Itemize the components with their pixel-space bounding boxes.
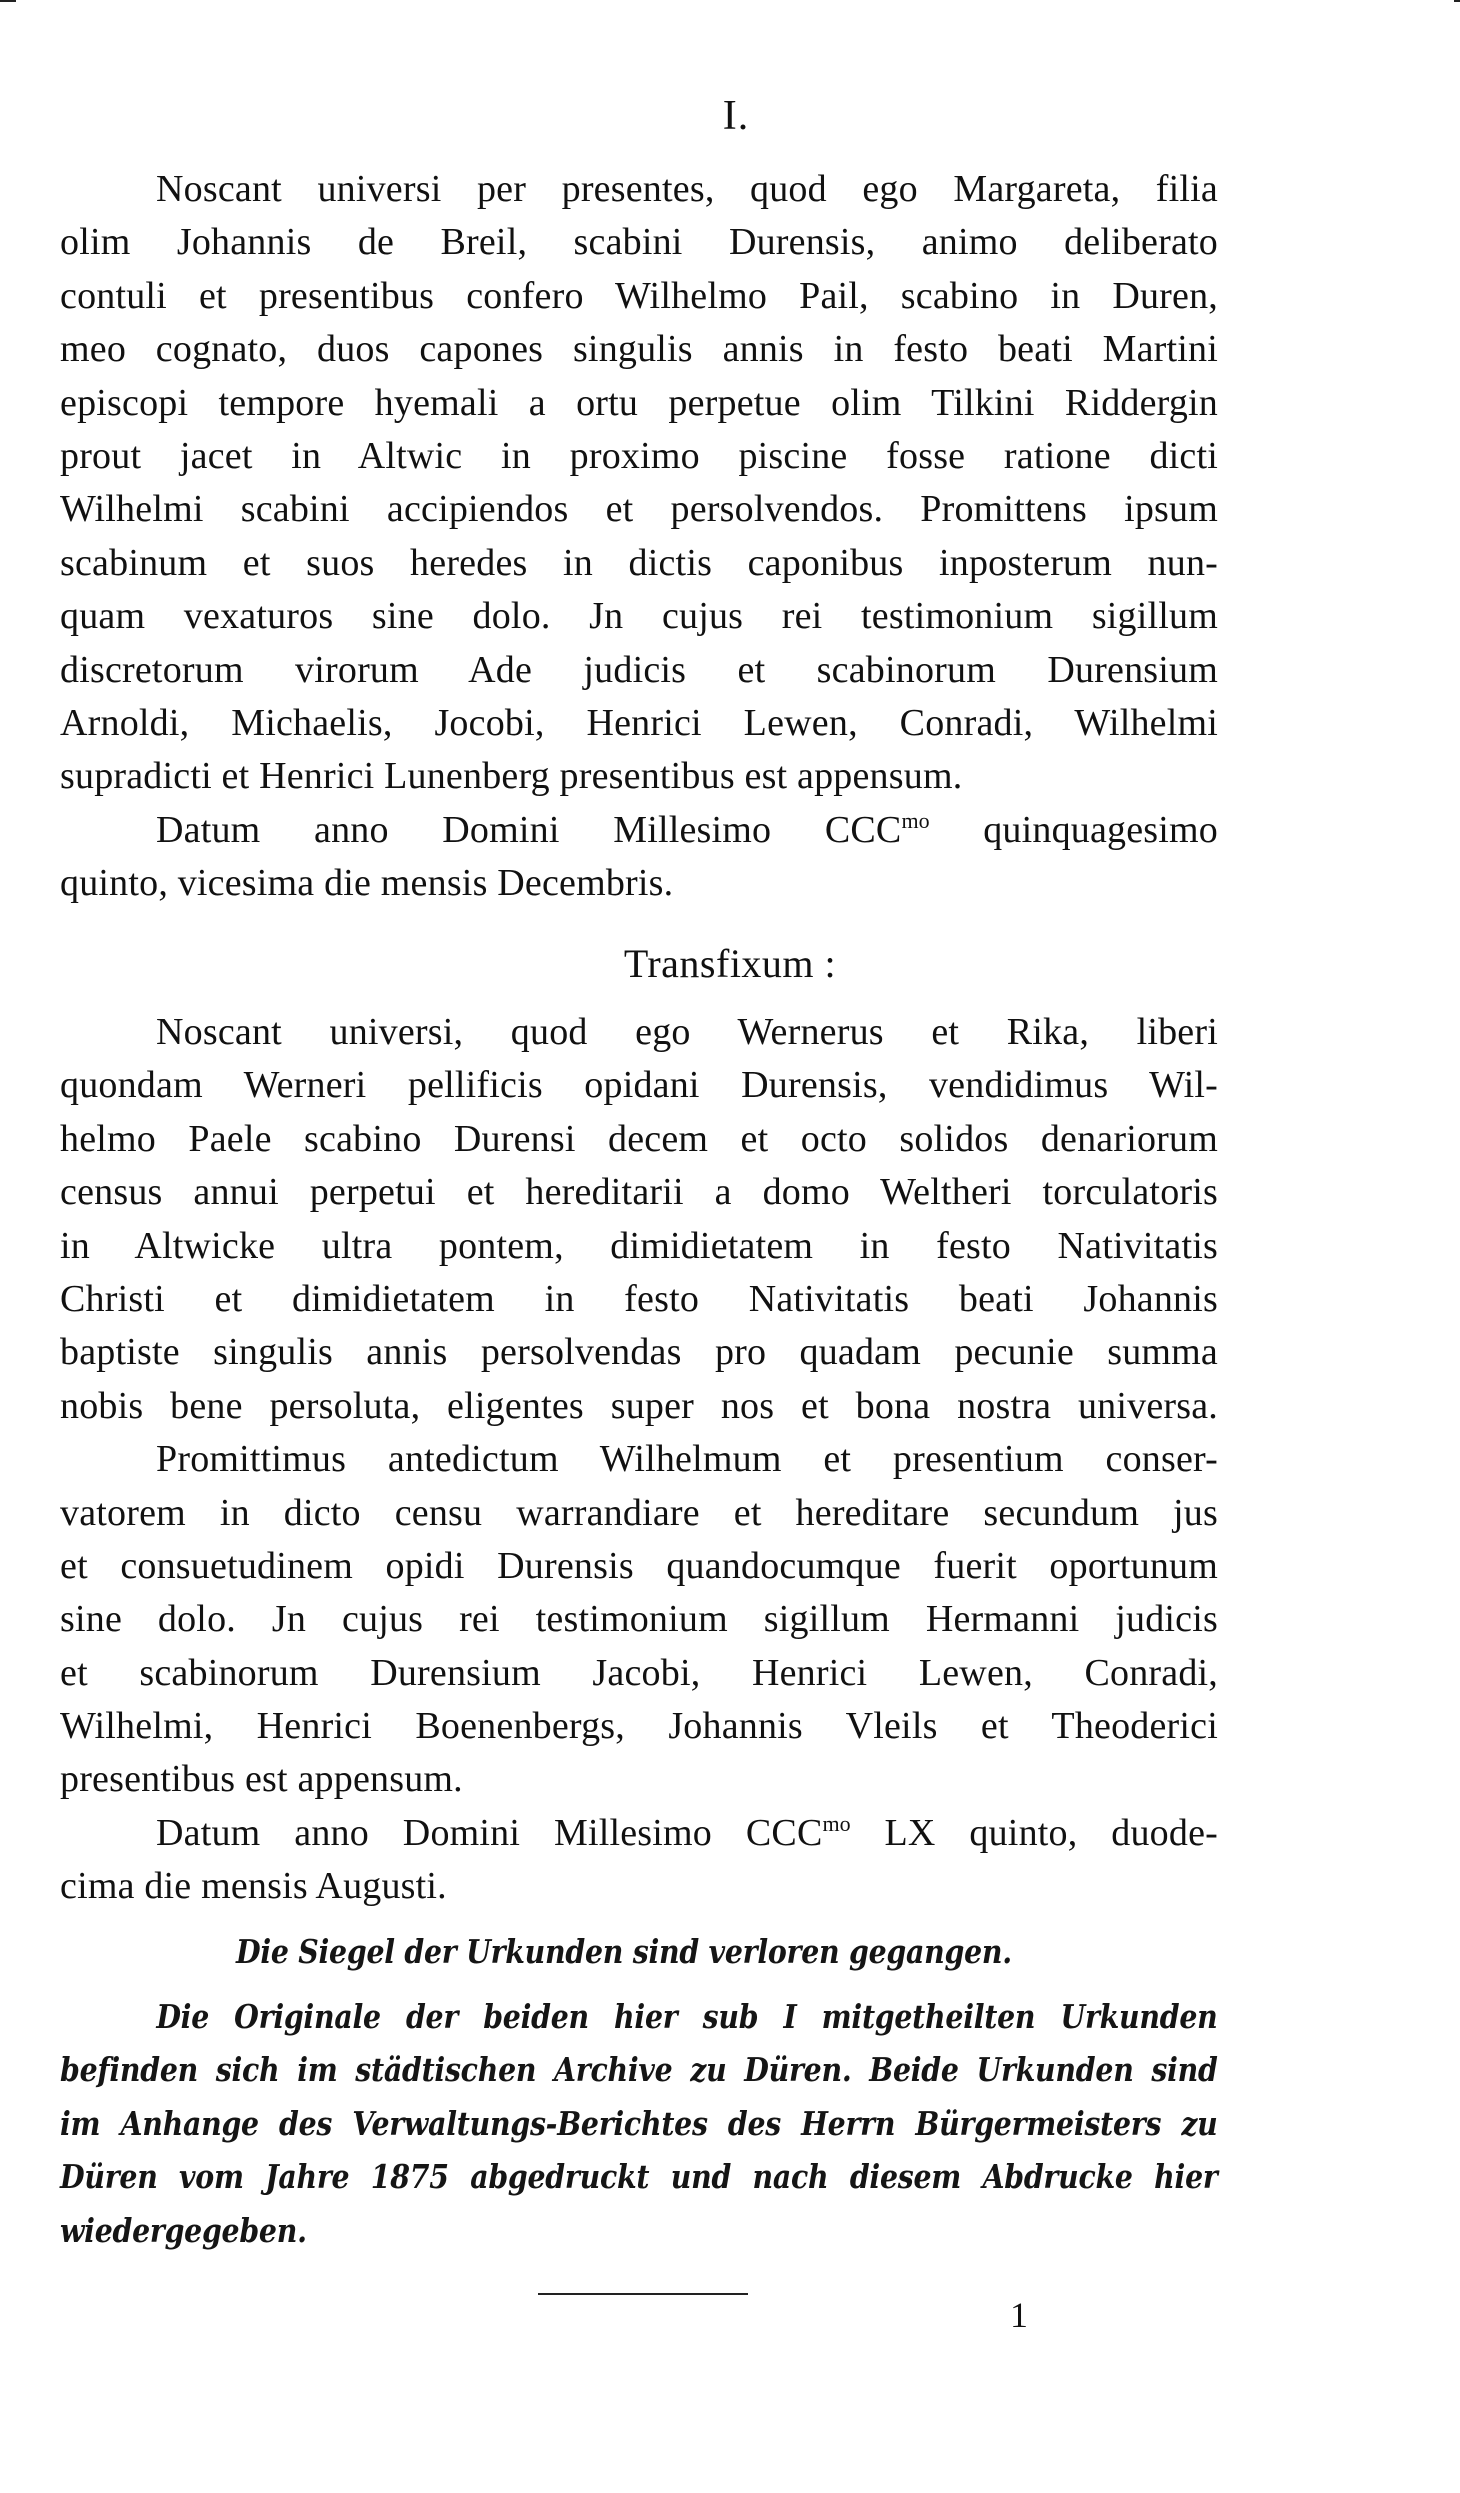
seal-note (236, 1925, 1232, 1978)
date-line: quinto, vicesima die mensis Decembris. (60, 862, 674, 905)
text-line: discretorum virorum Ade judicis et scabinorum Durensium (60, 648, 1218, 691)
date-text: Datum anno Domini Millesimo CCC (156, 1811, 823, 1854)
text-line: presentibus est appensum. (60, 1758, 463, 1801)
archive-note (60, 1990, 1218, 2257)
text-line: helmo Paele scabino Durensi decem et octo solidos denariorum (60, 1117, 1218, 1160)
text-line: contuli et presentibus confero Wilhelmo Pail, scabino in Duren, (60, 274, 1218, 317)
transfixum-text (60, 1006, 1218, 1914)
text-line: episcopi tempore hyemali a ortu perpetue olim Tilkini Riddergin (60, 381, 1218, 424)
text-line: prout jacet in Altwic in proximo piscine fosse ratione dicti (60, 434, 1218, 477)
text-line: vatorem in dicto censu warrandiare et hereditare secundum jus (60, 1491, 1218, 1534)
date-line (60, 804, 1218, 857)
scan-edge-mark (1454, 0, 1460, 2)
superscript-ordinal: mo (822, 1810, 851, 1836)
text-line: Promittimus antedictum Wilhelmum et presentium conser- (156, 1438, 1218, 1481)
text-line: meo cognato, duos capones singulis annis in festo beati Martini (60, 328, 1218, 371)
date-line: cima die mensis Augusti. (60, 1865, 447, 1908)
note-line: Düren vom Jahre 1875 abgedruckt und nach diesem Abdrucke hier (60, 2157, 1218, 2197)
text-line: nobis bene persoluta, eligentes super nos et bona nostra universa. (60, 1384, 1218, 1427)
text-line: in Altwicke ultra pontem, dimidietatem in festo Nativitatis (60, 1224, 1218, 1267)
seal-note-text: Die Siegel der Urkunden sind verloren gegangen. (236, 1932, 1012, 1971)
section-number: I. (722, 93, 750, 139)
text-line: Christi et dimidietatem in festo Nativitatis beati Johannis (60, 1277, 1218, 1320)
date-text: quinquagesimo (929, 808, 1219, 851)
text-line: Wilhelmi, Henrici Boenenbergs, Johannis Vleils et Theoderici (60, 1705, 1218, 1748)
date-text: LX quinto, duode- (850, 1811, 1219, 1854)
date-text: Datum anno Domini Millesimo CCC (156, 808, 902, 851)
text-line: et consuetudinem opidi Durensis quandocumque fuerit oportunum (60, 1544, 1218, 1587)
text-line: Noscant universi per presentes, quod ego Margareta, filia (156, 168, 1218, 210)
charter-text (60, 163, 1218, 910)
note-line: befinden sich im städtischen Archive zu Düren. Beide Urkunden sind (60, 2050, 1218, 2090)
note-line: im Anhange des Verwaltungs-Berichtes des Herrn Bürgermeisters zu (60, 2103, 1218, 2143)
text-line: scabinum et suos heredes in dictis caponibus inposterum nun- (60, 541, 1218, 584)
signature-mark: 1 (1010, 2295, 1028, 2335)
scan-edge-mark (0, 0, 16, 2)
text-line: Wilhelmi scabini accipiendos et persolvendos. Promittens ipsum (60, 488, 1218, 531)
text-line: quam vexaturos sine dolo. Jn cujus rei testimonium sigillum (60, 595, 1218, 638)
note-line: Die Originale der beiden hier sub I mitgetheilten Urkunden (156, 1997, 1218, 2036)
text-line: quondam Werneri pellificis opidani Durensis, vendidimus Wil- (60, 1064, 1218, 1107)
text-line: sine dolo. Jn cujus rei testimonium sigillum Hermanni judicis (60, 1598, 1218, 1641)
date-line (60, 1807, 1218, 1860)
text-line: supradicti et Henrici Lunenberg presentibus est appensum. (60, 755, 963, 798)
text-line: census annui perpetui et hereditarii a domo Weltheri torculatoris (60, 1171, 1218, 1214)
transfixum-heading: Transfixum : (623, 941, 837, 986)
text-line: olim Johannis de Breil, scabini Durensis, animo deliberato (60, 221, 1218, 264)
text-line: et scabinorum Durensium Jacobi, Henrici Lewen, Conradi, (60, 1651, 1218, 1694)
text-line: Arnoldi, Michaelis, Jocobi, Henrici Lewen, Conradi, Wilhelmi (60, 701, 1218, 744)
superscript-ordinal: mo (901, 807, 930, 833)
footer-rule-divider (538, 2293, 748, 2295)
text-line: baptiste singulis annis persolvendas pro quadam pecunie summa (60, 1331, 1218, 1374)
text-line: Noscant universi, quod ego Wernerus et Rika, liberi (156, 1011, 1218, 1053)
note-line: wiedergegeben. (60, 2210, 307, 2250)
